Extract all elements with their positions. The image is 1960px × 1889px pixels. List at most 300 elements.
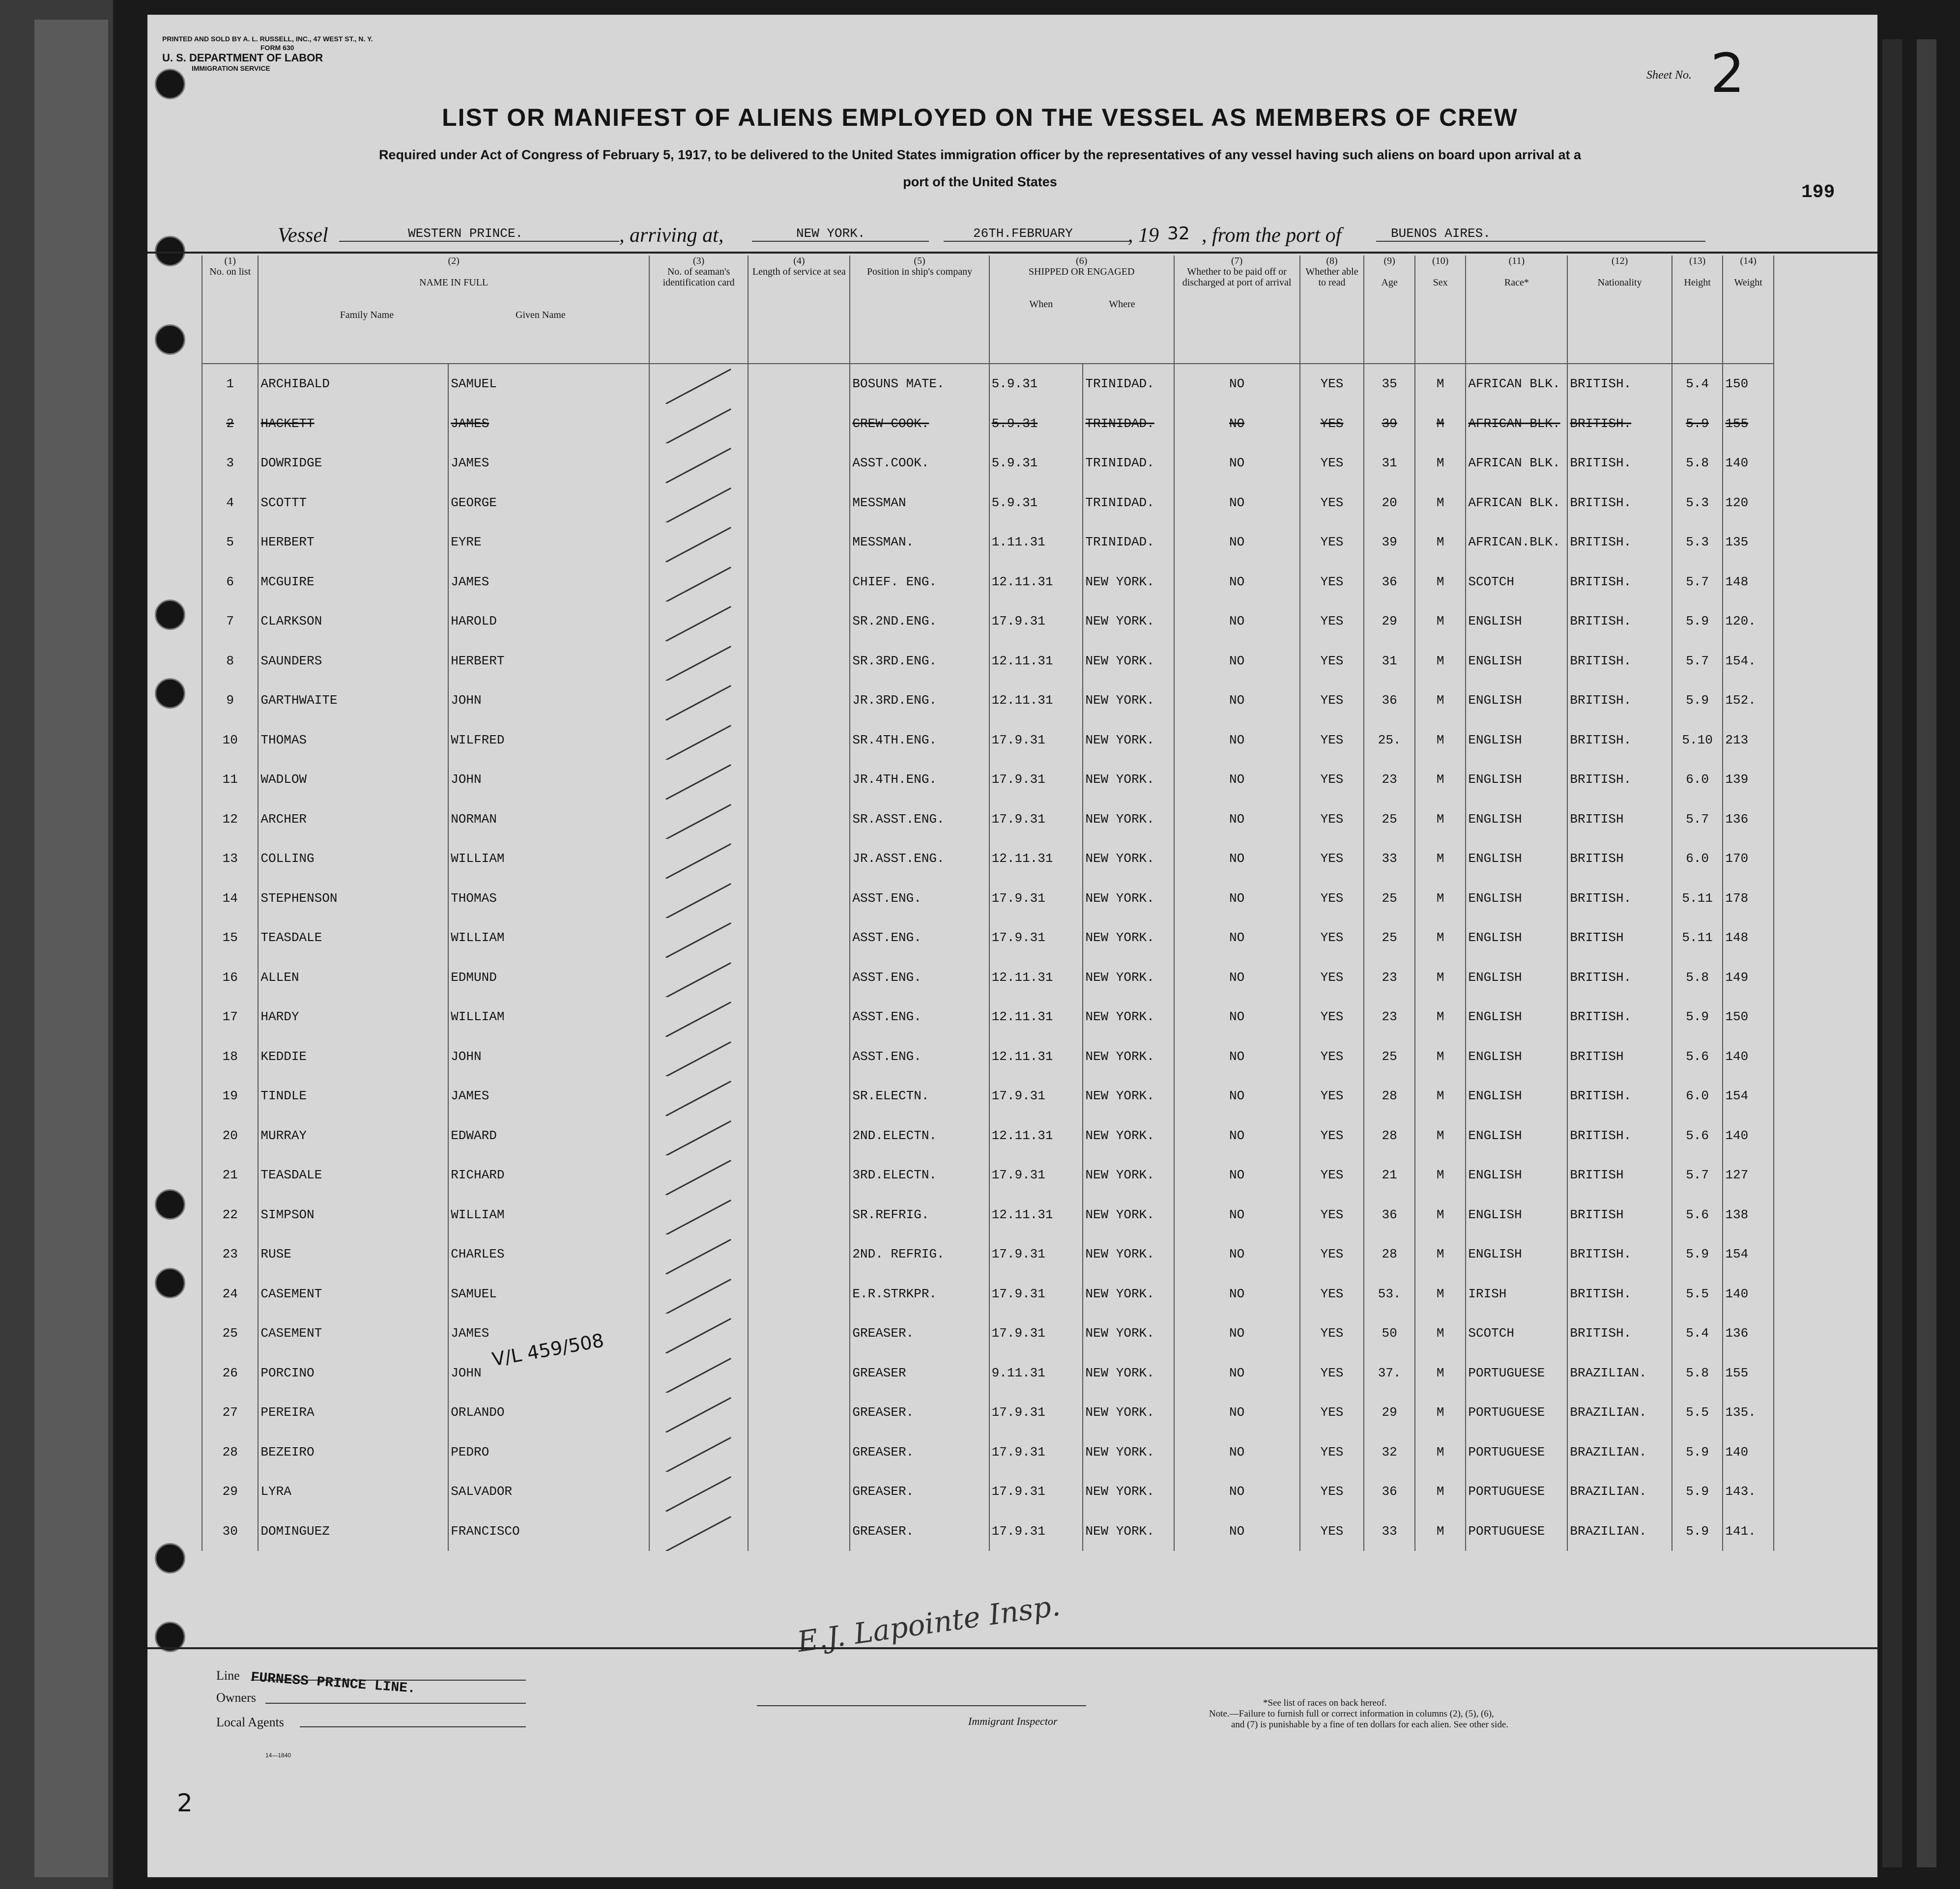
position-cell: 2ND.ELECTN. (850, 1116, 989, 1156)
paid-off-cell: NO (1174, 1076, 1300, 1116)
weight-cell: 148 (1723, 918, 1774, 958)
family-name-cell: TEASDALE (258, 918, 448, 958)
nationality-cell: BRITISH (1567, 918, 1672, 958)
weight-cell: 154. (1723, 641, 1774, 681)
sex-cell: M (1415, 601, 1466, 641)
height-cell: 5.11 (1672, 879, 1723, 918)
tick-mark-icon (665, 962, 731, 997)
age-cell: 28 (1364, 1076, 1415, 1116)
able-to-read-cell: YES (1300, 720, 1364, 760)
id-card-cell (649, 681, 749, 720)
weight-cell: 148 (1723, 562, 1774, 602)
tick-mark-icon (665, 606, 731, 641)
given-name-cell: NORMAN (448, 800, 649, 839)
service-length-cell (748, 522, 850, 562)
race-cell: AFRICAN BLK. (1466, 404, 1567, 444)
weight-cell: 127 (1723, 1155, 1774, 1195)
shipped-where-cell: NEW YORK. (1083, 1037, 1174, 1077)
table-row (202, 1432, 1774, 1472)
weight-cell: 135. (1723, 1393, 1774, 1432)
sheet-edge (1882, 39, 1902, 1867)
shipped-when-cell: 17.9.31 (989, 760, 1083, 800)
shipped-where-cell: NEW YORK. (1083, 1393, 1174, 1432)
shipped-where-cell: NEW YORK. (1083, 720, 1174, 760)
id-card-cell (649, 839, 749, 879)
position-cell: ASST.ENG. (850, 997, 989, 1037)
paid-off-cell: NO (1174, 641, 1300, 681)
binder-background (0, 0, 113, 1889)
table-row (202, 720, 1774, 760)
shipped-when-cell: 17.9.31 (989, 720, 1083, 760)
weight-cell: 154 (1723, 1234, 1774, 1274)
col-id-card-header: (3) No. of seaman's identification card (649, 256, 749, 364)
row-number-cell: 28 (202, 1432, 258, 1472)
nationality-cell: BRITISH. (1567, 760, 1672, 800)
race-cell: ENGLISH (1466, 1037, 1567, 1077)
race-cell: PORTUGUESE (1466, 1472, 1567, 1512)
row-number-cell: 2 (202, 404, 258, 444)
shipped-where-cell: NEW YORK. (1083, 918, 1174, 958)
able-to-read-cell: YES (1300, 839, 1364, 879)
age-cell: 23 (1364, 958, 1415, 998)
position-cell: MESSMAN. (850, 522, 989, 562)
row-number-cell: 24 (202, 1274, 258, 1314)
height-cell: 5.5 (1672, 1274, 1723, 1314)
height-cell: 5.9 (1672, 601, 1723, 641)
family-name-cell: ALLEN (258, 958, 448, 998)
given-name-cell: FRANCISCO (448, 1512, 649, 1551)
nationality-cell: BRITISH (1567, 1195, 1672, 1235)
height-cell: 5.11 (1672, 918, 1723, 958)
shipped-where-cell: NEW YORK. (1083, 1116, 1174, 1156)
table-row (202, 839, 1774, 879)
paid-off-cell: NO (1174, 1353, 1300, 1393)
race-cell: ENGLISH (1466, 760, 1567, 800)
able-to-read-cell: YES (1300, 522, 1364, 562)
able-to-read-cell: YES (1300, 1314, 1364, 1353)
service-length-cell (748, 483, 850, 523)
race-cell: ENGLISH (1466, 681, 1567, 720)
able-to-read-cell: YES (1300, 760, 1364, 800)
shipped-when-cell: 17.9.31 (989, 1274, 1083, 1314)
race-cell: ENGLISH (1466, 1195, 1567, 1235)
age-cell: 31 (1364, 443, 1415, 483)
service-length-cell (748, 1116, 850, 1156)
service-length-cell (748, 443, 850, 483)
nationality-cell: BRITISH. (1567, 997, 1672, 1037)
row-number-cell: 11 (202, 760, 258, 800)
table-row (202, 879, 1774, 918)
shipped-where-cell: TRINIDAD. (1083, 364, 1174, 404)
able-to-read-cell: YES (1300, 997, 1364, 1037)
paid-off-cell: NO (1174, 1472, 1300, 1512)
sex-cell: M (1415, 404, 1466, 444)
col-position-header: (5) Position in ship's company (850, 256, 989, 364)
id-card-cell (649, 800, 749, 839)
row-number-cell: 21 (202, 1155, 258, 1195)
table-row (202, 681, 1774, 720)
shipped-where-cell: NEW YORK. (1083, 839, 1174, 879)
binder-strip (34, 20, 108, 1877)
col-height-header: (13) Height (1672, 256, 1723, 364)
line-label: Line (216, 1668, 240, 1683)
age-cell: 21 (1364, 1155, 1415, 1195)
table-row (202, 1472, 1774, 1512)
given-name-cell: SAMUEL (448, 1274, 649, 1314)
position-cell: SR.ELECTN. (850, 1076, 989, 1116)
family-name-cell: BEZEIRO (258, 1432, 448, 1472)
service-length-cell (748, 1076, 850, 1116)
service-length-cell (748, 760, 850, 800)
row-number-cell: 13 (202, 839, 258, 879)
shipped-when-cell: 17.9.31 (989, 1155, 1083, 1195)
position-cell: ASST.ENG. (850, 879, 989, 918)
given-name-cell: WILLIAM (448, 918, 649, 958)
table-row (202, 601, 1774, 641)
given-name-cell: WILFRED (448, 720, 649, 760)
tick-mark-icon (665, 487, 731, 522)
table-row (202, 1076, 1774, 1116)
sex-cell: M (1415, 918, 1466, 958)
position-cell: JR.ASST.ENG. (850, 839, 989, 879)
tick-mark-icon (665, 1239, 731, 1274)
race-cell: ENGLISH (1466, 1116, 1567, 1156)
nationality-cell: BRITISH. (1567, 562, 1672, 602)
able-to-read-cell: YES (1300, 1472, 1364, 1512)
service-length-cell (748, 918, 850, 958)
id-card-cell (649, 1195, 749, 1235)
sex-cell: M (1415, 1076, 1466, 1116)
id-card-cell (649, 1234, 749, 1274)
height-cell: 5.6 (1672, 1116, 1723, 1156)
height-cell: 6.0 (1672, 760, 1723, 800)
shipped-when-cell: 17.9.31 (989, 1472, 1083, 1512)
able-to-read-cell: YES (1300, 879, 1364, 918)
vessel-underline (339, 241, 619, 242)
tick-mark-icon (665, 369, 731, 403)
nationality-cell: BRITISH (1567, 800, 1672, 839)
service-length-cell (748, 641, 850, 681)
family-name-cell: MURRAY (258, 1116, 448, 1156)
service-length-cell (748, 1274, 850, 1314)
punch-hole (155, 324, 185, 355)
shipped-when-cell: 12.11.31 (989, 839, 1083, 879)
agents-underline (300, 1726, 526, 1727)
age-cell: 25 (1364, 918, 1415, 958)
family-name-cell: DOMINGUEZ (258, 1512, 448, 1551)
position-cell: 3RD.ELECTN. (850, 1155, 989, 1195)
given-name-cell: CHARLES (448, 1234, 649, 1274)
row-number-cell: 8 (202, 641, 258, 681)
paid-off-cell: NO (1174, 1116, 1300, 1156)
paid-off-cell: NO (1174, 720, 1300, 760)
nationality-cell: BRITISH. (1567, 1234, 1672, 1274)
service-length-cell (748, 562, 850, 602)
shipped-where-cell: NEW YORK. (1083, 641, 1174, 681)
height-cell: 5.9 (1672, 1472, 1723, 1512)
race-cell: ENGLISH (1466, 601, 1567, 641)
paid-off-cell: NO (1174, 364, 1300, 404)
table-row (202, 958, 1774, 998)
given-name-cell: GEORGE (448, 483, 649, 523)
age-cell: 23 (1364, 760, 1415, 800)
id-card-cell (649, 641, 749, 681)
id-card-cell (649, 364, 749, 404)
tick-mark-icon (665, 1516, 731, 1551)
paid-off-cell: NO (1174, 443, 1300, 483)
sex-cell: M (1415, 522, 1466, 562)
id-card-cell (649, 1155, 749, 1195)
service-length-cell (748, 1195, 850, 1235)
owners-label: Owners (216, 1690, 256, 1705)
service-length-cell (748, 601, 850, 641)
sex-cell: M (1415, 997, 1466, 1037)
row-number-cell: 22 (202, 1195, 258, 1235)
arrival-port: NEW YORK. (796, 226, 865, 241)
family-name-cell: STEPHENSON (258, 879, 448, 918)
table-row (202, 1234, 1774, 1274)
height-cell: 5.6 (1672, 1195, 1723, 1235)
weight-cell: 143. (1723, 1472, 1774, 1512)
shipped-where-cell: NEW YORK. (1083, 1432, 1174, 1472)
punch-hole (155, 1543, 185, 1574)
paid-off-cell: NO (1174, 1432, 1300, 1472)
family-name-cell: SCOTTT (258, 483, 448, 523)
shipped-where-cell: NEW YORK. (1083, 1274, 1174, 1314)
position-cell: SR.3RD.ENG. (850, 641, 989, 681)
paid-off-cell: NO (1174, 1037, 1300, 1077)
shipped-when-cell: 17.9.31 (989, 1314, 1083, 1353)
vessel-name: WESTERN PRINCE. (408, 226, 523, 241)
age-cell: 20 (1364, 483, 1415, 523)
sex-cell: M (1415, 641, 1466, 681)
weight-cell: 140 (1723, 1037, 1774, 1077)
sheet-number-value: 2 (1710, 42, 1745, 105)
tick-mark-icon (665, 764, 731, 799)
paid-off-cell: NO (1174, 483, 1300, 523)
race-cell: ENGLISH (1466, 800, 1567, 839)
family-name-cell: ARCHIBALD (258, 364, 448, 404)
service-length-cell (748, 364, 850, 404)
weight-cell: 136 (1723, 800, 1774, 839)
shipped-where-cell: NEW YORK. (1083, 760, 1174, 800)
shipped-where-cell: TRINIDAD. (1083, 522, 1174, 562)
row-number-cell: 15 (202, 918, 258, 958)
row-number-cell: 18 (202, 1037, 258, 1077)
table-row (202, 364, 1774, 404)
col-age-header: (9) Age (1364, 256, 1415, 364)
shipped-where-cell: NEW YORK. (1083, 681, 1174, 720)
table-row (202, 760, 1774, 800)
height-cell: 5.3 (1672, 522, 1723, 562)
paid-off-cell: NO (1174, 958, 1300, 998)
sex-cell: M (1415, 1512, 1466, 1551)
race-cell: PORTUGUESE (1466, 1393, 1567, 1432)
age-cell: 39 (1364, 522, 1415, 562)
nationality-cell: BRITISH. (1567, 483, 1672, 523)
given-name-cell: EYRE (448, 522, 649, 562)
given-name-cell: HERBERT (448, 641, 649, 681)
id-card-cell (649, 1314, 749, 1353)
family-name-cell: LYRA (258, 1472, 448, 1512)
weight-cell: 140 (1723, 1432, 1774, 1472)
table-row (202, 1393, 1774, 1432)
shipped-when-cell: 12.11.31 (989, 997, 1083, 1037)
id-card-cell (649, 760, 749, 800)
given-name-cell: SALVADOR (448, 1472, 649, 1512)
age-cell: 35 (1364, 364, 1415, 404)
service-length-cell (748, 1234, 850, 1274)
row-number-cell: 4 (202, 483, 258, 523)
penalty-note-2: and (7) is punishable by a fine of ten dollars for each alien. See other side. (1231, 1719, 1509, 1730)
table-row (202, 522, 1774, 562)
position-cell: SR.ASST.ENG. (850, 800, 989, 839)
col-name-header: (2) NAME IN FULL Family Name Given Name (258, 256, 649, 364)
row-number-cell: 1 (202, 364, 258, 404)
able-to-read-cell: YES (1300, 681, 1364, 720)
table-row (202, 483, 1774, 523)
row-number-cell: 26 (202, 1353, 258, 1393)
family-name-cell: ARCHER (258, 800, 448, 839)
age-cell: 36 (1364, 1472, 1415, 1512)
tick-mark-icon (665, 448, 731, 483)
table-row (202, 1195, 1774, 1235)
shipped-when-cell: 12.11.31 (989, 1116, 1083, 1156)
paid-off-cell: NO (1174, 918, 1300, 958)
age-cell: 53. (1364, 1274, 1415, 1314)
height-cell: 5.9 (1672, 1512, 1723, 1551)
sheet-number (1646, 42, 1745, 105)
weight-cell: 155 (1723, 1353, 1774, 1393)
age-cell: 25. (1364, 720, 1415, 760)
row-number-cell: 25 (202, 1314, 258, 1353)
position-cell: JR.4TH.ENG. (850, 760, 989, 800)
table-row (202, 562, 1774, 602)
form-notes (1209, 1698, 1651, 1730)
local-agents-label: Local Agents (216, 1715, 284, 1729)
shipped-where-cell: NEW YORK. (1083, 1195, 1174, 1235)
weight-cell: 120 (1723, 483, 1774, 523)
height-cell: 5.6 (1672, 1037, 1723, 1077)
race-cell: ENGLISH (1466, 958, 1567, 998)
service-length-cell (748, 839, 850, 879)
service-length-cell (748, 404, 850, 444)
id-card-cell (649, 404, 749, 444)
shipped-where-cell: NEW YORK. (1083, 1314, 1174, 1353)
form-subtitle-2: port of the United States (903, 174, 1057, 189)
id-card-cell (649, 522, 749, 562)
tick-mark-icon (665, 408, 731, 443)
punch-hole (155, 678, 185, 709)
service-length-cell (748, 1155, 850, 1195)
nationality-cell: BRITISH. (1567, 601, 1672, 641)
family-name-cell: COLLING (258, 839, 448, 879)
sex-cell: M (1415, 1353, 1466, 1393)
height-cell: 5.9 (1672, 404, 1723, 444)
race-cell: ENGLISH (1466, 918, 1567, 958)
race-cell: ENGLISH (1466, 997, 1567, 1037)
paid-off-cell: NO (1174, 562, 1300, 602)
shipped-where-cell: NEW YORK. (1083, 1472, 1174, 1512)
weight-cell: 140 (1723, 1274, 1774, 1314)
footer-rule (147, 1647, 1877, 1649)
col-weight-header: (14) Weight (1723, 256, 1774, 364)
shipped-when-cell: 1.11.31 (989, 522, 1083, 562)
paid-off-cell: NO (1174, 601, 1300, 641)
family-name-cell: THOMAS (258, 720, 448, 760)
corner-mark: 2 (177, 1789, 193, 1817)
nationality-cell: BRITISH. (1567, 1274, 1672, 1314)
given-name-cell: JAMES (448, 443, 649, 483)
able-to-read-cell: YES (1300, 443, 1364, 483)
shipped-when-cell: 17.9.31 (989, 1234, 1083, 1274)
given-name-cell: HAROLD (448, 601, 649, 641)
age-cell: 28 (1364, 1234, 1415, 1274)
race-cell: PORTUGUESE (1466, 1512, 1567, 1551)
family-name-cell: GARTHWAITE (258, 681, 448, 720)
tick-mark-icon (665, 725, 731, 760)
shipped-where-cell: NEW YORK. (1083, 997, 1174, 1037)
family-name-cell: CASEMENT (258, 1274, 448, 1314)
age-cell: 32 (1364, 1432, 1415, 1472)
table-row (202, 1155, 1774, 1195)
service-length-cell (748, 1353, 850, 1393)
given-name-cell: WILLIAM (448, 997, 649, 1037)
table-row (202, 1512, 1774, 1551)
weight-cell: 138 (1723, 1195, 1774, 1235)
family-name-cell: SIMPSON (258, 1195, 448, 1235)
id-card-cell (649, 483, 749, 523)
height-cell: 5.7 (1672, 1155, 1723, 1195)
sex-cell: M (1415, 879, 1466, 918)
table-row (202, 1314, 1774, 1353)
punch-hole (155, 1189, 185, 1220)
family-name-cell: KEDDIE (258, 1037, 448, 1077)
age-cell: 31 (1364, 641, 1415, 681)
family-name-cell: HACKETT (258, 404, 448, 444)
service-length-cell (748, 1432, 850, 1472)
height-cell: 5.8 (1672, 958, 1723, 998)
height-cell: 5.8 (1672, 1353, 1723, 1393)
height-cell: 5.7 (1672, 641, 1723, 681)
given-name-cell: JOHN (448, 1353, 649, 1393)
row-number-cell: 17 (202, 997, 258, 1037)
shipped-when-cell: 17.9.31 (989, 601, 1083, 641)
id-card-cell (649, 1512, 749, 1551)
id-card-cell (649, 720, 749, 760)
row-number-cell: 10 (202, 720, 258, 760)
tick-mark-icon (665, 922, 731, 957)
height-cell: 5.5 (1672, 1393, 1723, 1432)
race-cell: SCOTCH (1466, 562, 1567, 602)
shipped-when-cell: 12.11.31 (989, 958, 1083, 998)
shipped-when-cell: 5.9.31 (989, 364, 1083, 404)
able-to-read-cell: YES (1300, 1116, 1364, 1156)
arrival-underline (752, 241, 929, 242)
shipped-where-cell: NEW YORK. (1083, 879, 1174, 918)
shipped-where-cell: NEW YORK. (1083, 1155, 1174, 1195)
sex-cell: M (1415, 1116, 1466, 1156)
able-to-read-cell: YES (1300, 1353, 1364, 1393)
given-name-cell: ORLANDO (448, 1393, 649, 1432)
row-number-cell: 19 (202, 1076, 258, 1116)
age-cell: 37. (1364, 1353, 1415, 1393)
row-number-cell: 7 (202, 601, 258, 641)
height-cell: 5.4 (1672, 1314, 1723, 1353)
row-number-cell: 29 (202, 1472, 258, 1512)
punch-hole (155, 236, 185, 266)
col-race-header: (11) Race* (1466, 256, 1567, 364)
